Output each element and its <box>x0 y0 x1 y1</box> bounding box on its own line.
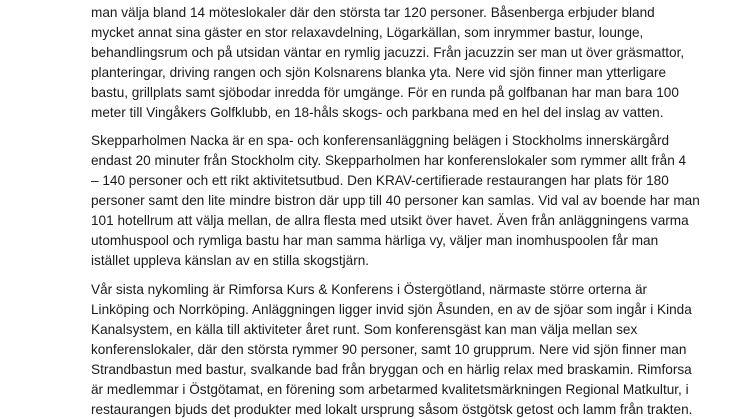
text-line: Linköping och Norrköping. Anläggningen ligger invid sjön Åsunden, en av de sjöar som ingår i Kinda <box>91 302 692 317</box>
text-line: behandlingsrum och på utsidan väntar en rymlig jacuzzi. Från jacuzzin ser man ut över gräsmattor, <box>91 45 685 60</box>
text-line: Strandbastun med bastur, svalkande bad från bryggan och en härlig relax med braskamin. Rimforsa <box>91 362 692 377</box>
text-line: man välja bland 14 möteslokaler där den största tar 120 personer. Båsenberga erbjuder bland <box>91 5 655 20</box>
text-line: utomhuspool och rymliga bastu har man samma härliga vy, väljer man inomhuspoolen får man <box>91 233 659 248</box>
text-line: restaurangen bjuds det produkter med lokalt ursprung såsom östgötsk getost och lamm från trakten. <box>91 402 693 417</box>
text-line: bastu, grillplats samt sjöbodar inredda för umgänge. För en runda på golfbanan har man bara 100 <box>91 85 679 100</box>
text-line: meter till Vingåkers Golfklubb, en 18-håls skogs- och parkbana med en hel del inslag av vatten. <box>91 105 664 120</box>
paragraph-skepparholmen <box>91 131 700 271</box>
text-line: Vår sista nykomling är Rimforsa Kurs & Konferens i Östergötland, närmaste större orterna är <box>91 282 648 297</box>
text-line: personer samt den lite mindre bistron där upp till 40 personer kan samlas. Vid val av boende har man <box>91 193 700 208</box>
text-line: konferenslokaler, där den största rymmer 90 personer, samt 10 grupprum. Nere vid sjön finner man <box>91 342 687 357</box>
text-line: endast 20 minuter från Stockholm city. Skepparholmen har konferenslokaler som rymmer allt från 4 <box>91 153 687 168</box>
text-line: mycket annat sina gäster en stor relaxavdelning, Lögarkällan, som inrymmer bastur, lounge, <box>91 25 644 40</box>
text-line: planteringar, driving rangen och sjön Kolsnarens blanka yta. Nere vid sjön finner man ytterligare <box>91 65 667 80</box>
paragraph-basenberga <box>91 3 691 123</box>
text-line: – 140 personer och ett rikt aktivitetsutbud. Den KRAV-certifierade restaurangen har plats för 180 <box>91 173 669 188</box>
text-line: Skepparholmen Nacka är en spa- och konferensanläggning belägen i Stockholms innerskärgård <box>91 133 670 148</box>
text-line: 101 hotellrum att välja mellan, de allra flesta med utsikt över havet. Även från anläggningens varma <box>91 213 689 228</box>
text-line: Kanalsystem, en källa till aktiviteter året runt. Som konferensgäst kan man välja mellan sex <box>91 322 638 337</box>
paragraph-rimforsa <box>91 280 691 419</box>
text-line: istället uppleva känslan av en stilla skogstjärn. <box>91 253 370 268</box>
text-line: är medlemmar i Östgötamat, en förening som arbetarmed kvalitetsmärkningen Regional Matkultur, i <box>91 382 689 397</box>
